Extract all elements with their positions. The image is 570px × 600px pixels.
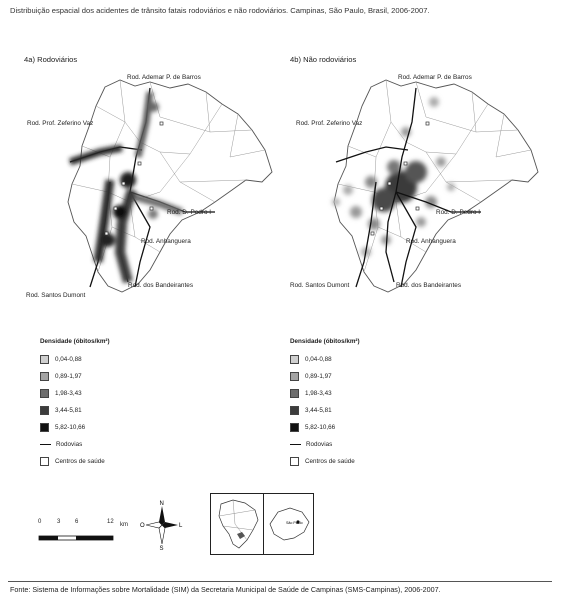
health-centre-symbol [290, 457, 299, 466]
scale-unit: km [120, 522, 128, 528]
swatch [290, 355, 299, 364]
label-bandeirantes: Rod. dos Bandeirantes [128, 282, 194, 289]
inset-sao-paulo-map [264, 494, 314, 554]
legend-label: 5,82-10,66 [305, 424, 336, 431]
legend-label: 1,98-3,43 [55, 390, 82, 397]
compass-rose-icon [140, 500, 184, 550]
legend-label: 0,89-1,97 [55, 373, 82, 380]
swatch [40, 406, 49, 415]
inset-state-label: São Paulo [286, 521, 303, 525]
swatch [290, 389, 299, 398]
legend-class-1 [40, 351, 110, 368]
scale-tick-3: 3 [57, 519, 61, 525]
figure-title: Distribuição espacial dos acidentes de trânsito fatais rodoviários e não rodoviários. Campinas, São Paulo, Brasil, 2006-2007. [10, 6, 430, 15]
legend-label: 1,98-3,43 [305, 390, 332, 397]
north-arrow [140, 500, 184, 555]
label-adhemar: Rod. Ademar P. de Barros [127, 74, 201, 81]
label-anhanguera: Rod. Anhanguera [406, 238, 456, 245]
swatch [40, 423, 49, 432]
legend-label: Rodovias [56, 441, 83, 448]
legend-health [40, 453, 110, 470]
swatch [40, 355, 49, 364]
swatch [40, 389, 49, 398]
health-centre-symbol [40, 457, 49, 466]
map-nao-rodoviarios [276, 62, 546, 302]
road-line-symbol [290, 444, 301, 446]
legend-class-4 [290, 402, 360, 419]
inset-locator [210, 493, 314, 555]
panel-a-label: 4a) Rodoviários [24, 55, 78, 64]
compass-w: O [140, 523, 145, 529]
label-pedro: Rod. D. Pedro I [436, 209, 481, 216]
label-anhanguera: Rod. Anhanguera [141, 238, 191, 245]
scale-tick-12: 12 [107, 519, 114, 525]
panel-b-label: 4b) Não rodoviários [290, 55, 357, 64]
swatch [290, 372, 299, 381]
source-note: Fonte: Sistema de Informações sobre Mortalidade (SIM) da Secretaria Municipal de Saúde de Campinas (SMS-Campinas), 2006-2007. [10, 585, 441, 594]
legend-right [290, 338, 360, 470]
legend-label: 3,44-5,81 [55, 407, 82, 414]
label-santos: Rod. Santos Dumont [26, 292, 86, 299]
road-line-symbol [40, 444, 51, 446]
label-zeferino: Rod. Prof. Zeferino Vaz [27, 120, 94, 127]
legend-heading: Densidade (óbitos/km²) [40, 338, 110, 345]
legend-label: Centros de saúde [55, 458, 105, 465]
legend-left [40, 338, 110, 470]
footer-rule [8, 581, 552, 582]
legend-class-1 [290, 351, 360, 368]
swatch [40, 372, 49, 381]
legend-class-2 [290, 368, 360, 385]
inset-brazil-map [211, 494, 263, 554]
compass-e: L [179, 523, 183, 529]
compass-n: N [159, 501, 164, 507]
label-bandeirantes: Rod. dos Bandeirantes [396, 282, 462, 289]
legend-heading: Densidade (óbitos/km²) [290, 338, 360, 345]
label-santos: Rod. Santos Dumont [290, 282, 350, 289]
swatch [290, 406, 299, 415]
legend-health [290, 453, 360, 470]
scale-bar-graphic [38, 535, 118, 541]
legend-label: 0,89-1,97 [305, 373, 332, 380]
legend-roads [40, 436, 110, 453]
legend-class-5 [290, 419, 360, 436]
scale-bar [38, 519, 128, 546]
legend-class-3 [40, 385, 110, 402]
scale-tick-6: 6 [75, 519, 79, 525]
legend-label: 5,82-10,66 [55, 424, 86, 431]
swatch [290, 423, 299, 432]
legend-label: 0,04-0,88 [55, 356, 82, 363]
legend-label: 0,04-0,88 [305, 356, 332, 363]
legend-class-3 [290, 385, 360, 402]
scale-tick-0: 0 [38, 519, 42, 525]
label-adhemar: Rod. Ademar P. de Barros [398, 74, 472, 81]
legend-label: 3,44-5,81 [305, 407, 332, 414]
legend-class-2 [40, 368, 110, 385]
map-rodoviarios [10, 62, 280, 302]
legend-roads [290, 436, 360, 453]
legend-label: Centros de saúde [305, 458, 355, 465]
compass-s: S [159, 546, 164, 550]
label-pedro: Rod. D. Pedro I [167, 209, 212, 216]
label-zeferino: Rod. Prof. Zeferino Vaz [296, 120, 363, 127]
legend-class-5 [40, 419, 110, 436]
legend-label: Rodovias [306, 441, 333, 448]
legend-class-4 [40, 402, 110, 419]
